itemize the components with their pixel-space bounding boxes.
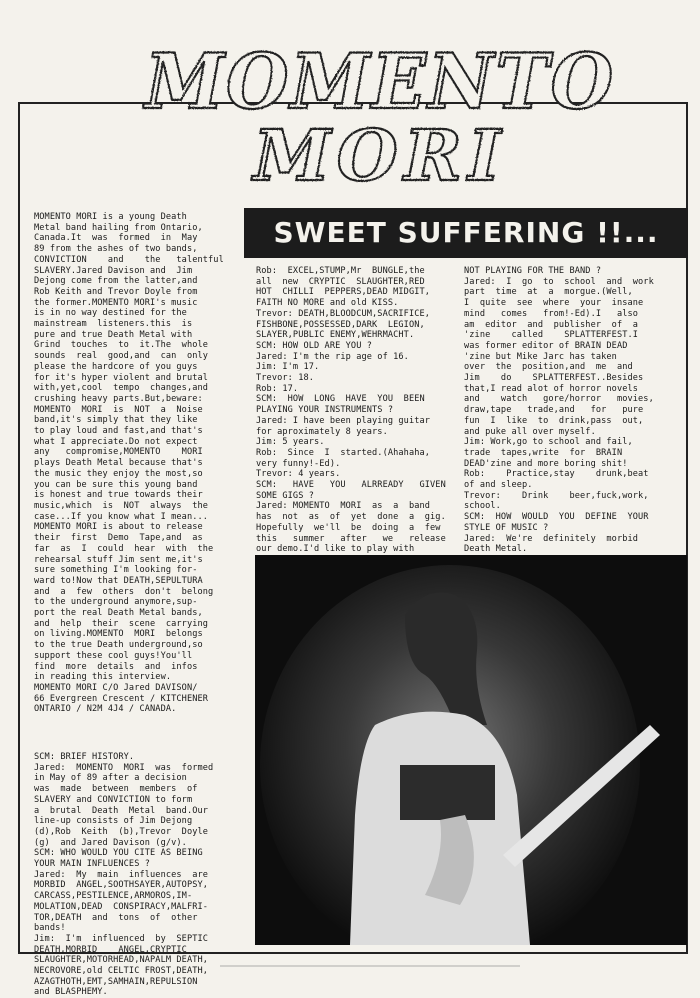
band-photo bbox=[255, 555, 687, 945]
masthead-line1: MOMENTO bbox=[142, 40, 615, 126]
title-banner bbox=[244, 208, 688, 258]
page-bottom-smudge bbox=[220, 962, 520, 970]
intro-text: MOMENTO MORI is a young Death Metal band hailing from Ontario, Canada.It was formed in May 89 from the ashes of two bands, CONVICTION and the talentful SLAVERY.Jared Davison and Jim Dejong come from the latter,and Rob Keith and Trevor Doyle from the former.MOMENTO MORI's music is in no way destined for the mainstream listeners.this is pure and true Death Metal with Grind touches to it.The whole sounds real good,and can only please the hardcore of you guys for it's hyper violent and brutal with,yet,cool tempo changes,and crushing heavy parts.But,beware: MOMENTO MORI is NOT a Noise band,it's simply that they like to play loud and fast,and that's what I appreciate.Do not expect any compromise,MOMENTO MORI plays Death Metal because that's the music they enjoy the most,so you can be sure this young band is honest and true towards their music,which is NOT always the case...If you know what I mean... MOMENTO MORI is about to release their first Demo Tape,and as far as I could hear with the rehearsal stuff Jim sent me,it's sure something I'm looking for- ward to!Now that DEATH,SEPULTURA and a few others don't belong to the underground anymore,sup- port the real Death Metal bands, and help their scene carrying on living.MOMENTO MORI belongs to the true Death underground,so support these cool guys!You'll find more details and infos in reading this interview. MOMENTO MORI C/O Jared DAVISON/ 66 Evergreen Crescent / KITCHENER ONTARIO / N2M 4J4 / CANADA. bbox=[34, 212, 224, 715]
interview-text-col2: Rob: EXCEL,STUMP,Mr BUNGLE,the all new CRYPTIC SLAUGHTER,RED HOT CHILLI PEPPERS,DEAD MIDGIT, FAITH NO MORE and old KISS. Trevor: DEATH,BLOODCUM,SACRIFICE, FISHBONE,POSSESSED,DARK LEGION, SLAYER,PUBLIC ENEMY,WEHRMACHT. SCM: HOW OLD ARE YOU ? Jared: I'm the rip age of 16. Jim: I'm 17. Trevor: 18. Rob: 17. SCM: HOW LONG HAVE YOU BEEN PLAYING YOUR INSTRUMENTS ? Jared: I have been playing guitar for aproximately 8 years. Jim: 5 years. Rob: Since I started.(Ahahaha, very funny!-Ed). Trevor: 4 years. SCM: HAVE YOU ALRREADY GIVEN SOME GIGS ? Jared: MOMENTO MORI as a band has not as of yet done a gig. Hopefully we'll be doing a few this summer after we release our demo.I'd like to play with bbox=[256, 266, 446, 555]
banner-title: SWEET SUFFERING !!... bbox=[273, 216, 659, 249]
masthead-line2: MORI bbox=[253, 114, 507, 190]
interview-text-col1: SCM: BRIEF HISTORY. Jared: MOMENTO MORI was formed in May of 89 after a decision was made between members of SLAVERY and CONVICTION to form a brutal Death Metal band.Our line-up consists of Jim Dejong (d),Rob Keith (b),Trevor Doyle (g) and Jared Davison (g/v). SCM: WHO WOULD YOU CITE AS BEING YOUR MAIN INFLUENCES ? Jared: My main influences are MORBID ANGEL,SOOTHSAYER,AUTOPSY, CARCASS,PESTILENCE,ARMOROS,IM- MOLATION,DEAD CONSPIRACY,MALFRI- TOR,DEATH and tons of other bands! Jim: I'm influenced by SEPTIC DEATH,MORBID ANGEL,CRYPTIC SLAUGHTER,MOTORHEAD,NAPALM DEATH, NECROVORE,old CELTIC FROST,DEATH, AZAGTHOTH,EMT,SAMHAIN,REPULSION and BLASPHEMY. bbox=[34, 752, 214, 998]
interview-text-col3: NOT PLAYING FOR THE BAND ? Jared: I go to school and work part time at a morgue.(Well, I quite see where your insane mind comes from!-Ed).I also am editor and publisher of a 'zine called SPLATTERFEST.I was former editor of BRAIN DEAD 'zine but Mike Jarc has taken over the position,and me and Jim do SPLATTERFEST..Besides that,I read alot of horror novels and watch gore/horror movies, draw,tape trade,and for pure fun I like to drink,pass out, and puke all over myself. Jim: Work,go to school and fail, trade tapes,write for BRAIN DEAD'zine and more boring shit! Rob: Practice,stay drunk,beat of and sleep. Trevor: Drink beer,fuck,work, school. SCM: HOW WOULD YOU DEFINE YOUR STYLE OF MUSIC ? Jared: We're definitely morbid Death Metal. bbox=[464, 266, 654, 555]
masthead-logo bbox=[140, 40, 620, 190]
